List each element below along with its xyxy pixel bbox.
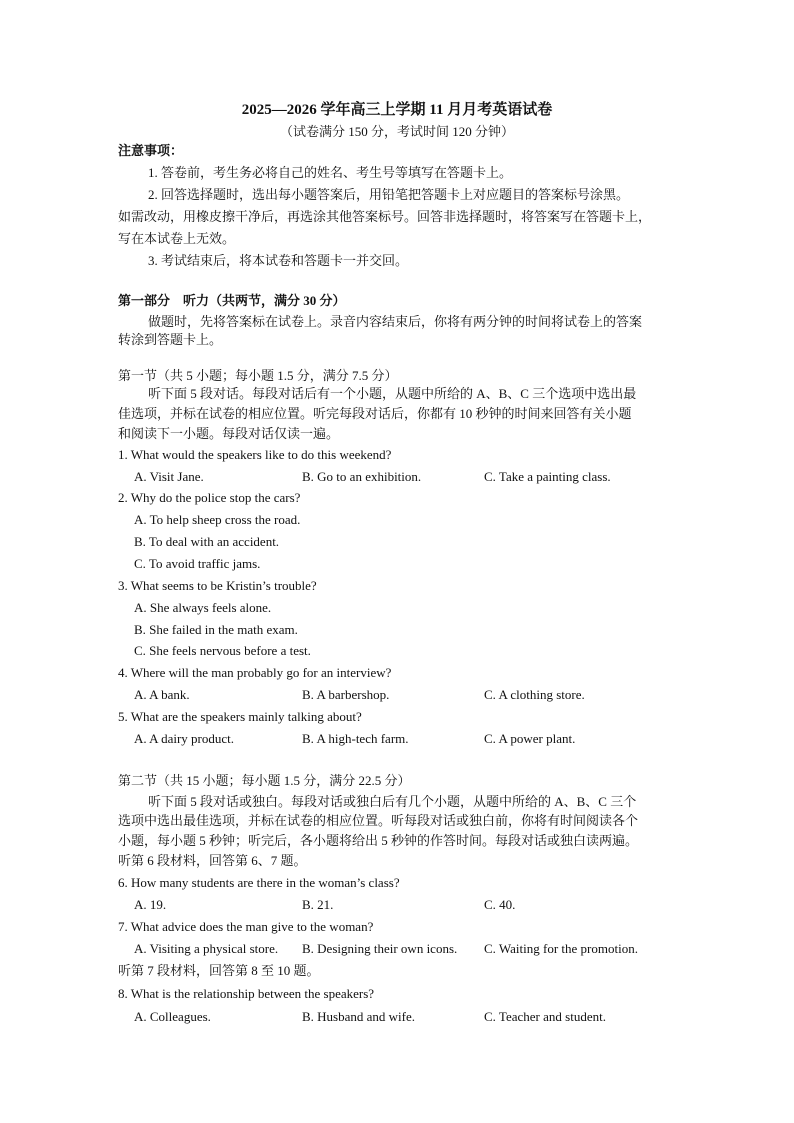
- part1-instructions-cont: 转涂到答题卡上。: [118, 332, 223, 347]
- question-8-stem: 8. What is the relationship between the speakers?: [118, 986, 375, 1001]
- question-2-option-b: B. To deal with an accident.: [134, 534, 280, 549]
- note-item-2-end: 写在本试卷上无效。: [118, 231, 236, 246]
- question-4-stem: 4. Where will the man probably go for an interview?: [118, 665, 392, 680]
- question-3-option-b: B. She failed in the math exam.: [134, 622, 298, 637]
- section1-instructions: 听下面 5 段对话。每段对话后有一个小题，从题中所给的 A、B、C 三个选项中选出最: [148, 386, 637, 401]
- question-7-stem: 7. What advice does the man give to the woman?: [118, 919, 374, 934]
- question-8-option-b: B. Husband and wife.: [302, 1009, 416, 1024]
- section1-instructions-3: 和阅读下一小题。每段对话仅读一遍。: [118, 426, 340, 441]
- question-1-option-b: B. Go to an exhibition.: [302, 469, 422, 484]
- note-item-2: 2. 回答选择题时，选出每小题答案后，用铅笔把答题卡上对应题目的答案标号涂黑。: [148, 187, 630, 202]
- part1-instructions: 做题时，先将答案标在试卷上。录音内容结束后，你将有两分钟的时间将试卷上的答案: [148, 314, 643, 329]
- note-item-2-cont: 如需改动，用橡皮擦干净后，再选涂其他答案标号。回答非选择题时，将答案写在答题卡上，: [118, 209, 652, 224]
- question-3-option-c: C. She feels nervous before a test.: [134, 643, 311, 658]
- question-5-option-c: C. A power plant.: [484, 731, 576, 746]
- question-3-stem: 3. What seems to be Kristin’s trouble?: [118, 578, 317, 593]
- question-2-option-a: A. To help sheep cross the road.: [134, 512, 301, 527]
- notes-heading: 注意事项：: [118, 143, 184, 158]
- question-1-stem: 1. What would the speakers like to do this weekend?: [118, 447, 392, 462]
- question-5-option-a: A. A dairy product.: [134, 731, 235, 746]
- exam-subtitle: （试卷满分 150 分，考试时间 120 分钟）: [279, 124, 514, 139]
- question-6-option-b: B. 21.: [302, 897, 334, 912]
- question-5-stem: 5. What are the speakers mainly talking about?: [118, 709, 362, 724]
- question-6-option-c: C. 40.: [484, 897, 516, 912]
- part1-heading: 第一部分 听力（共两节，满分 30 分）: [118, 293, 346, 308]
- question-7-option-b: B. Designing their own icons.: [302, 941, 458, 956]
- question-5-option-b: B. A high-tech farm.: [302, 731, 409, 746]
- question-1-option-c: C. Take a painting class.: [484, 469, 611, 484]
- question-3-option-a: A. She always feels alone.: [134, 600, 272, 615]
- question-1-option-a: A. Visit Jane.: [134, 469, 204, 484]
- question-2-option-c: C. To avoid traffic jams.: [134, 556, 261, 571]
- question-6-stem: 6. How many students are there in the woman’s class?: [118, 875, 400, 890]
- question-7-option-a: A. Visiting a physical store.: [134, 941, 279, 956]
- section2-instructions-3: 小题，每小题 5 秒钟；听完后，各小题将给出 5 秒钟的作答时间。每段对话或独白读两遍。: [118, 833, 639, 848]
- question-2-stem: 2. Why do the police stop the cars?: [118, 490, 301, 505]
- question-4-option-c: C. A clothing store.: [484, 687, 585, 702]
- section1-instructions-2: 佳选项，并标在试卷的相应位置。听完每段对话后，你都有 10 秒钟的时间来回答有关小题: [118, 406, 632, 421]
- question-4-option-a: A. A bank.: [134, 687, 190, 702]
- question-6-option-a: A. 19.: [134, 897, 167, 912]
- section2-instructions-2: 选项中选出最佳选项，并标在试卷的相应位置。听每段对话或独白前，你将有时间阅读各个: [118, 813, 639, 828]
- question-8-option-a: A. Colleagues.: [134, 1009, 211, 1024]
- section2-material-7: 听第 7 段材料，回答第 8 至 10 题。: [118, 963, 320, 978]
- section2-heading: 第二节（共 15 小题；每小题 1.5 分，满分 22.5 分）: [118, 773, 411, 788]
- note-item-1: 1. 答卷前，考生务必将自己的姓名、考生号等填写在答题卡上。: [148, 165, 513, 180]
- question-7-option-c: C. Waiting for the promotion.: [484, 941, 638, 956]
- question-8-option-c: C. Teacher and student.: [484, 1009, 606, 1024]
- section1-heading: 第一节（共 5 小题；每小题 1.5 分，满分 7.5 分）: [118, 368, 398, 383]
- section2-instructions: 听下面 5 段对话或独白。每段对话或独白后有几个小题，从题中所给的 A、B、C 三个: [148, 794, 637, 809]
- section2-material-6: 听第 6 段材料，回答第 6、7 题。: [118, 853, 307, 868]
- note-item-3: 3. 考试结束后，将本试卷和答题卡一并交回。: [148, 253, 409, 268]
- question-4-option-b: B. A barbershop.: [302, 687, 390, 702]
- exam-title: 2025—2026 学年高三上学期 11 月月考英语试卷: [241, 102, 553, 118]
